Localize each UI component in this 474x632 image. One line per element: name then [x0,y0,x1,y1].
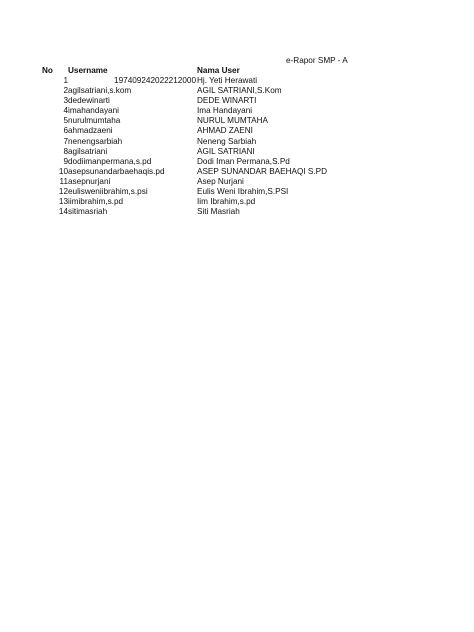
row-nama-user: Iim Ibrahim,s.pd [197,197,256,207]
row-username: sitimasriah [68,207,108,217]
table-row [0,76,474,86]
row-number: 1 [63,76,68,85]
row-number: 5 [63,116,68,126]
row-nama-user: Hj. Yeti Herawati [197,76,258,85]
row-nama-user: AGIL SATRIANI,S.Kom [197,86,282,96]
row-username: imahandayani [68,106,119,116]
table-row [0,126,474,136]
table-row [0,116,474,126]
row-number: 4 [63,106,68,116]
row-nama-user: Dodi Iman Permana,S.Pd [197,156,290,166]
row-username: eulisweniibrahim,s.psi [68,187,148,197]
table-row [0,96,474,106]
row-number: 2 [63,86,68,96]
row-number: 7 [63,136,68,146]
row-number: 9 [63,156,68,166]
row-username: iimibrahim,s.pd [68,197,124,207]
table-row [0,157,474,167]
table-row [0,147,474,157]
row-number: 14 [58,207,68,217]
table-row [0,207,474,217]
row-number: 12 [58,187,68,197]
row-username: agilsatriani [68,146,108,156]
row-nama-user: NURUL MUMTAHA [197,116,268,126]
table-row [0,86,474,96]
table-row [0,197,474,207]
row-number: 10 [58,166,68,176]
document-title: e-Rapor SMP - A [286,56,348,65]
row-nama-user: Ima Handayani [197,106,253,116]
column-header-no: No [42,66,53,75]
row-nama-user: AHMAD ZAENI [197,126,253,136]
row-nama-user: Siti Masriah [197,207,240,217]
row-username: agilsatriani,s.kom [68,86,132,96]
row-username: asepsunandarbaehaqis.pd [68,166,165,176]
row-username: nurulmumtaha [68,116,121,126]
row-nama-user: Eulis Weni Ibrahim,S.PSI [197,187,289,197]
column-header-nama-user: Nama User [197,66,240,75]
row-username: dedewinarti [68,96,110,106]
row-username: nenengsarbiah [68,136,123,146]
row-username: dodiimanpermana,s.pd [68,156,152,166]
row-nama-user: Neneng Sarbiah [197,136,257,146]
table-row [0,177,474,187]
row-username: asepnurjani [68,176,111,186]
row-number: 13 [58,197,68,207]
row-nama-user: DEDE WINARTI [197,96,257,106]
row-nama-user: ASEP SUNANDAR BAEHAQI S.PD [197,166,327,176]
row-nama-user: AGIL SATRIANI [197,146,255,156]
user-table-body [0,76,474,217]
table-row [0,187,474,197]
table-row [0,137,474,147]
row-number: 6 [63,126,68,136]
row-number: 8 [63,146,68,156]
column-header-username: Username [68,66,108,75]
row-username: ahmadzaeni [68,126,113,136]
row-username: 197409242022212000 [114,76,196,85]
row-number: 3 [63,96,68,106]
table-row [0,167,474,177]
row-number: 11 [59,176,68,186]
row-nama-user: Asep Nurjani [197,176,244,186]
table-row [0,106,474,116]
